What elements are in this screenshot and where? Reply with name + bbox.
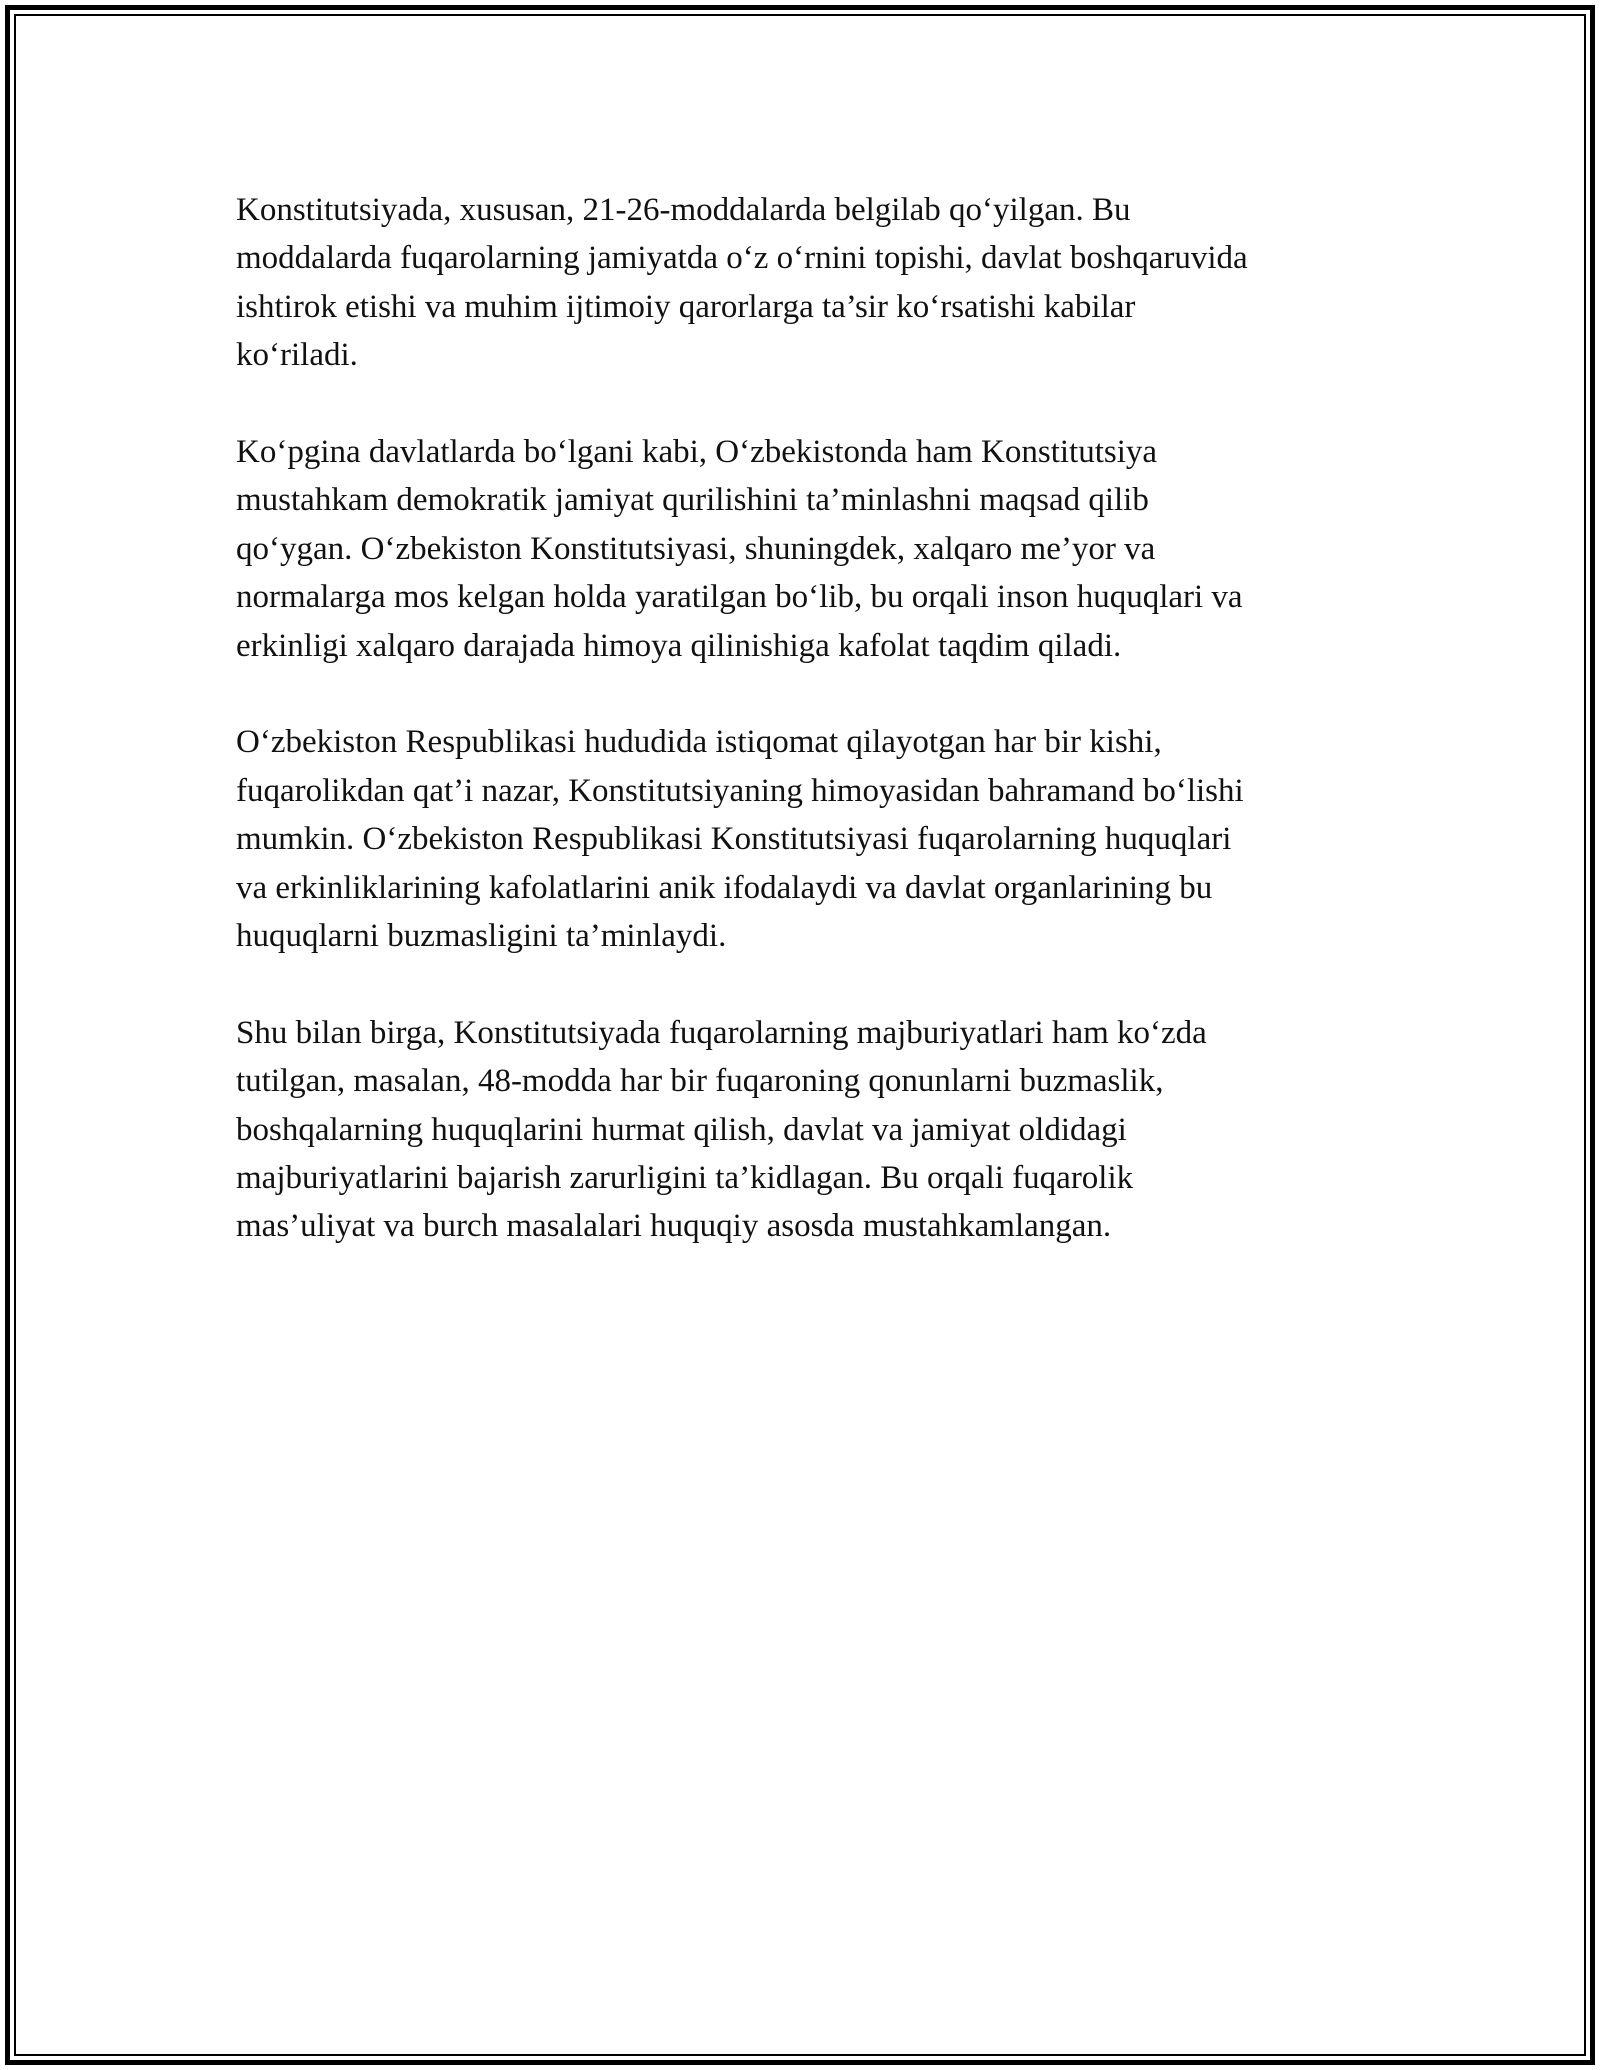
paragraph-2 [236, 428, 1376, 670]
text-line: O‘zbekiston Respublikasi hududida istiqomat qilayotgan har bir kishi, [236, 724, 1162, 761]
text-line: majburiyatlarini bajarish zarurligini ta’kidlagan. Bu orqali fuqarolik [236, 1160, 1134, 1197]
text-line: mas’uliyat va burch masalalari huquqiy asosda mustahkamlangan. [236, 1208, 1112, 1245]
document-body [236, 186, 1376, 1299]
paragraph-3 [236, 718, 1376, 960]
text-line: erkinligi xalqaro darajada himoya qilinishiga kafolat taqdim qiladi. [236, 627, 1122, 664]
paragraph-1 [236, 186, 1376, 380]
text-line: normalarga mos kelgan holda yaratilgan bo‘lib, bu orqali inson huquqlari va [236, 579, 1243, 616]
text-line: Shu bilan birga, Konstitutsiyada fuqarolarning majburiyatlari ham ko‘zda [236, 1014, 1207, 1051]
text-line: moddalarda fuqarolarning jamiyatda o‘z o‘rnini topishi, davlat boshqaruvida [236, 240, 1248, 277]
text-line: va erkinliklarining kafolatlarini anik ifodalaydi va davlat organlarining bu [236, 869, 1213, 906]
text-line: ishtirok etishi va muhim ijtimoiy qarorlarga ta’sir ko‘rsatishi kabilar [236, 288, 1136, 325]
text-line: qo‘ygan. O‘zbekiston Konstitutsiyasi, shuningdek, xalqaro me’yor va [236, 530, 1156, 567]
text-line: fuqarolikdan qat’i nazar, Konstitutsiyaning himoyasidan bahramand bo‘lishi [236, 772, 1244, 809]
text-line: Ko‘pgina davlatlarda bo‘lgani kabi, O‘zbekistonda ham Konstitutsiya [236, 434, 1158, 471]
text-line: tutilgan, masalan, 48-modda har bir fuqaroning qonunlarni buzmaslik, [236, 1063, 1164, 1100]
text-line: mustahkam demokratik jamiyat qurilishini ta’minlashni maqsad qilib [236, 482, 1149, 519]
text-line: mumkin. O‘zbekiston Respublikasi Konstitutsiyasi fuqarolarning huquqlari [236, 821, 1232, 858]
text-line: boshqalarning huquqlarini hurmat qilish, davlat va jamiyat oldidagi [236, 1111, 1127, 1148]
paragraph-4 [236, 1009, 1376, 1251]
text-line: Konstitutsiyada, xususan, 21-26-moddalarda belgilab qo‘yilgan. Bu [236, 192, 1131, 228]
text-line: huquqlarni buzmasligini ta’minlaydi. [236, 918, 727, 955]
text-line: ko‘riladi. [236, 337, 358, 374]
